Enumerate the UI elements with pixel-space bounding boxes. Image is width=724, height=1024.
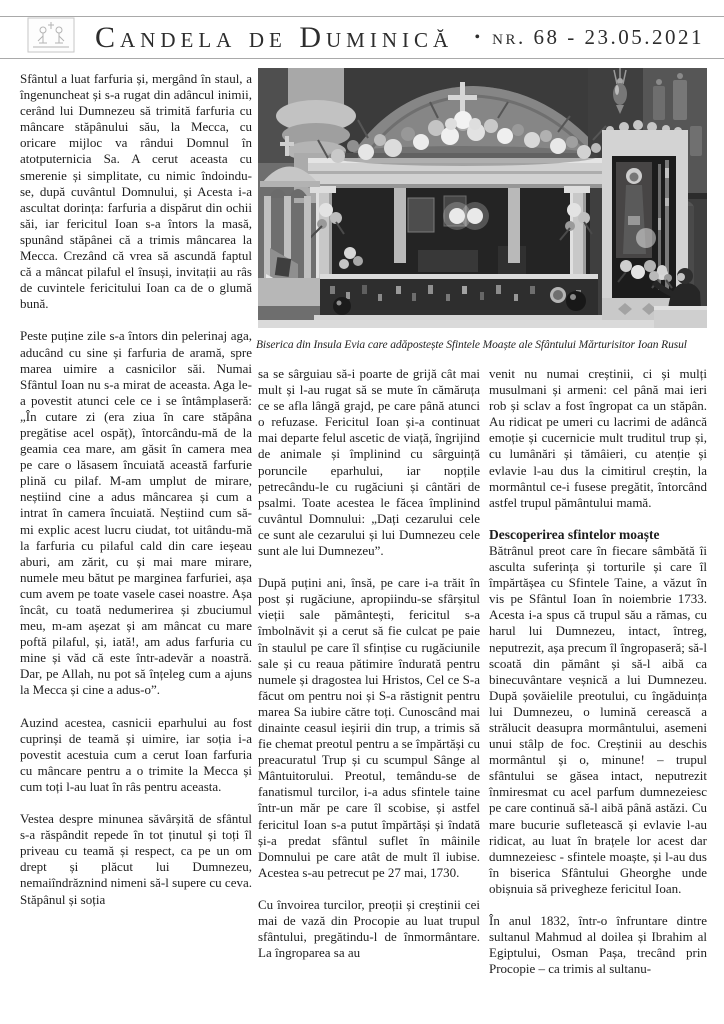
paragraph: venit nu numai creștinii, ci și mulți musulmani și armeni: cel până mai ieri rob și sclav a fost îngropat ca un stăpân. Au ridicat pe umeri cu lacrimi de adâncă emoție și cucernicie mult truditul trup și, cu lumânări și tămâieri, cu atenție și evlavie l-au dus la cimitirul creștin, la mormântul ce-i fusese pregătit, întorcând astfel trupul pământului mamă. — [489, 366, 707, 510]
text-column-2 — [258, 366, 480, 961]
church-emblem-icon — [27, 17, 75, 58]
paragraph: După puțini ani, însă, pe care i-a trăit în post și rugăciune, apropiindu-se sfârșitul vieții sale pământești, fericitul s-a îmbolnăvit și a cerut să fie culcat pe paie în staulul pe care îl sfințise cu rugăciunile sale și cu reaua pătimire îndurată pentru numele și dragostea lui Hristos, Cel ce S-a făcut om pentru noi și S-a răstignit pentru marea Sa iubire către toți. Cunoscând mai dinainte ceasul ieșirii din trup, a trimis să fie chemat preotul pentru a se împărtăși cu preacuratul Trup și cu scumpul Sânge al Mântuitorului. Preotul, temându-se de fanatismul turcilor, i-a adus sfintele taine într-un măr pe care îl scobise, și astfel fericitul Ioan s-a putut împărtăși și îndată și-a predat sfântul suflet în mâinile Domnului pe care atât de mult îl iubise. Acestea s-au petrecut pe 27 mai, 1730. — [258, 575, 480, 880]
photo-caption: Biserica din Insula Evia care adăpostește Sfintele Moaște ale Sfântului Mărturisitor Ioan Rusul — [256, 339, 687, 351]
paragraph: Vestea despre minunea săvârșită de sfântul s-a răspândit repede în tot ținutul și toți îl priveau cu teamă și respect, ca pe un om drept și plăcut lui Dumnezeu, nemaiîndrăznind nimeni să-l supere cu ceva. Stăpânul și soția — [20, 811, 252, 907]
text-column-3 — [489, 366, 707, 977]
section-heading: Descoperirea sfintelor moaște — [489, 526, 660, 542]
header-bottom-rule — [0, 58, 724, 59]
paragraph: În anul 1832, într-o înfruntare dintre sultanul Mahmud al doilea și Ibrahim al Egiptului, Osman Pașa, trecând prin Procopie – ca trimis al sultanu- — [489, 913, 707, 977]
paragraph: Bătrânul preot care în fiecare sâmbătă îi asculta suferința și torturile și care îl împărtășea cu Sfintele Taine, a văzut în vis pe Sfântul Ioan în noiembrie 1733. Acesta i-a spus că trupul său a rămas, cu harul lui Dumnezeu, intact, întreg, neputrezit, așa precum îl îngropaseră; să-l scoată din pământ și să-l aibă ca binecuvântare veșnică a lui Dumnezeu. După șovăielile preotului, cu îngăduința lui Dumnezeu, o lumină cerească a strălucit deasupra mormântului, asemeni unui stâlp de foc. Creștinii au deschis mormântul și o, minune! – trupul sfântului se găsea intact, neputrezit înmiresmat cu acel parfum dumnezeiesc pe care continuă să-l aibă până astăzi. Cu mare bucurie sufletească și evlavie l-au ridicat, au luat în brațele lor acest dar dumnezeiesc - sfintele moaște, și l-au dus în biserica Sfântului Gheorghe unde obișnuia să privegheze fericitul Ioan. — [489, 542, 707, 896]
paragraph: Sfântul a luat farfuria și, mergând în staul, a îngenuncheat și s-a rugat din adâncul inimii, cerând lui Dumnezeu să trimită farfuria cu mâncare stăpânului său, la Mecca, cu oricare mijloc va rândui Domnul în atotputernicia Sa. A cerut aceasta cu smerenie și simplitate, cu nimic îndoindu-se, după cuvântul Domnului, și Acesta i-a ascultat dorința: farfuria a dispărut din ochii săi, iar fericitul Ioan s-a întors la masă, spunând stăpânei că a trimis mâncarea la Mecca. Crezând că vrea să ascundă faptul că a mâncat pilaful el însuși, invitații au râs de cuvintele fericitului Ioan ca de o glumă bună. — [20, 71, 252, 312]
shrine-sarcophagus — [314, 274, 604, 328]
masthead — [0, 17, 724, 58]
paragraph: sa se sârguiau să-i poarte de grijă cât mai mult și l-au rugat să se mute în cămăruța ce se afla lângă grajd, pe care până atunci o refuzase. Fericitul Ioan și-a continuat mai departe felul ascetic de viață, îngrijind de animale și împlinind cu sârguință poruncile eparhului, iar nopțile petrecându-le cu rugăciuni și cântări de psalmi. Toate acestea le făcea împlinind cuvântul Domnului: „Dați cezarului cele ce sunt ale cezarului și lui Dumnezeu cele sunt ale lui Dumnezeu”. — [258, 366, 480, 559]
issue-number: nr. 68 - 23.05.2021 — [492, 25, 704, 49]
newsletter-title: Candela de Duminică — [95, 20, 454, 54]
paragraph: Peste puține zile s-a întors din pelerinaj aga, aducând cu sine și farfuria de aramă, spre marea uimire a casnicilor săi. Numai Sfântul Ioan nu s-a mirat de aceasta. Aga le-a povestit atunci cele ce i se întâmplaseră: „În cutare zi (era ziua în care stăpâna pregătise acel ospăț), întorcându-mă de la geamia cea mare, am găsit în camera mea pe care o lăsasem încuiată această farfurie plină cu pilaf. M-am umplut de mirare, neștiind cine a adus mâncarea și cum a intrat în camera încuiată. Neștiind cum să-mi explic acest lucru ciudat, tot uitându-mă la farfuria cu pilaful cald din care ieșeau aburi, am zărit, cu și mai mare mirare, numele meu bătut pe marginea farfuriei, așa cum avem pe toate vasele casei noastre. Așa încât, cu toată nedumerirea și zbuciumul meu, m-am așezat și am mâncat cu mare poftă pilaful, și, iată!, am adus farfuria cu mine și văd că este într-adevăr a noastră. Dar, pe Allah, nu pot să înțeleg cum a ajuns la Mecca și cine a adus-o”. — [20, 328, 252, 698]
church-interior-photo — [258, 68, 707, 328]
bullet-separator: • — [474, 28, 481, 46]
text-column-1 — [20, 71, 252, 908]
paragraph: Cu învoirea turcilor, preoții și creștinii cei mai de vază din Procopie au luat trupul sfântului, pregătindu-l de înmormântare. La îngroparea sa au — [258, 896, 480, 961]
paragraph: Auzind acestea, casnicii eparhului au fost cuprinși de teamă și uimire, iar soția i-a povestit acestuia cum a cerut Ioan farfuria cu mâncare pentru a o trimite la Mecca și cum toți l-au luat în râs pentru aceasta. — [20, 714, 252, 794]
